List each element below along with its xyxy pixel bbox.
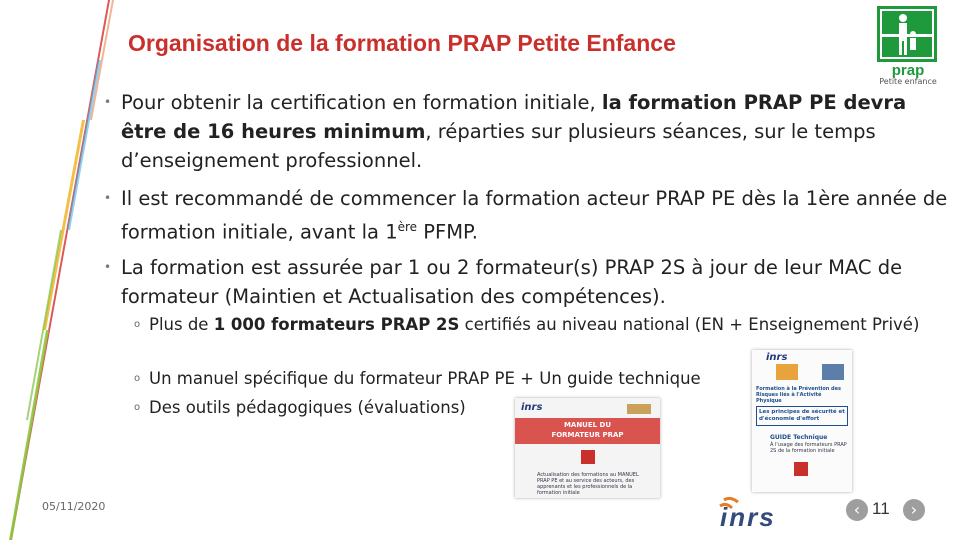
bullet-1	[104, 88, 949, 175]
manual-inrs-logo: inrs	[521, 402, 543, 413]
guide-red-emblem-icon	[794, 462, 808, 476]
guide-box-title: Les principes de sécurité et d'économie d'effort	[756, 406, 848, 426]
subbullet-1-pre: Plus de	[149, 315, 214, 334]
subbullet-1-bold: 1 000 formateurs PRAP 2S	[213, 315, 460, 334]
bullet-2	[104, 184, 949, 247]
inrs-logo-text: inrs	[720, 502, 776, 532]
prap-pictogram-icon	[877, 6, 937, 62]
manual-title-line2: FORMATEUR PRAP	[551, 431, 624, 439]
inrs-logo	[714, 496, 796, 532]
circle-bullet-icon: o	[134, 402, 141, 413]
bullet-2-sup: ère	[397, 220, 418, 234]
guide-inrs-logo: inrs	[766, 352, 788, 363]
bullet-dot-icon: •	[104, 260, 112, 274]
page-number: 11	[872, 499, 890, 518]
guide-heading: Formation à la Prévention des Risques liés à l'Activité Physique	[756, 386, 841, 404]
bullet-dot-icon: •	[104, 191, 112, 205]
bullet-2-pre: Il est recommandé de commencer la formation acteur PRAP PE dès la 1ère année de formation initiale, avant la 1	[121, 187, 948, 244]
prap-logo-subtitle: Petite enfance	[879, 77, 937, 86]
subbullet-3-text: Des outils pédagogiques (évaluations)	[149, 398, 466, 417]
guide-illustration-icon	[776, 364, 798, 380]
manual-title-line1: MANUEL DU	[563, 421, 612, 429]
guide-title: GUIDE Technique	[770, 434, 828, 441]
circle-bullet-icon: o	[134, 319, 141, 330]
manual-thumbnail	[515, 398, 660, 498]
bullet-3	[104, 253, 949, 311]
previous-slide-button[interactable]: ‹	[846, 499, 868, 521]
slide-date: 05/11/2020	[42, 500, 106, 513]
guide-thumbnail	[752, 350, 852, 492]
bullet-dot-icon: •	[104, 95, 112, 109]
bullet-2-post: PFMP.	[417, 220, 478, 244]
prap-logo-word: prap	[891, 62, 925, 79]
subbullet-1-post: certifiés au niveau national (EN + Enseignement Privé)	[459, 315, 920, 334]
manual-red-emblem-icon	[581, 450, 595, 464]
bullet-1-post: , réparties sur plusieurs séances, sur le temps d’enseignement professionnel.	[121, 120, 876, 172]
next-slide-button[interactable]: ›	[903, 499, 925, 521]
subbullet-2-text: Un manuel spécifique du formateur PRAP PE + Un guide technique	[149, 369, 701, 388]
circle-bullet-icon: o	[134, 373, 141, 384]
bullet-1-pre: Pour obtenir la certification en formation initiale,	[121, 91, 602, 114]
subbullet-1	[134, 313, 934, 337]
slide-title: Organisation de la formation PRAP Petite Enfance	[128, 30, 676, 56]
bullet-1-bold: la formation PRAP PE devra être de 16 heures minimum	[121, 91, 907, 143]
guide-photo-icon	[822, 364, 844, 380]
guide-subtitle: À l'usage des formateurs PRAP 2S de la formation initiale	[770, 442, 847, 454]
manual-partner-logo-icon	[627, 404, 651, 414]
prap-logo	[877, 6, 939, 86]
bullet-3-text: La formation est assurée par 1 ou 2 formateur(s) PRAP 2S à jour de leur MAC de formateur (Maintien et Actualisation des compétences).	[121, 256, 903, 308]
manual-footer-text: Actualisation des formations au MANUEL PRAP PE et au service des acteurs, des apprenants et les professionnels de la formation initiale	[537, 472, 639, 496]
